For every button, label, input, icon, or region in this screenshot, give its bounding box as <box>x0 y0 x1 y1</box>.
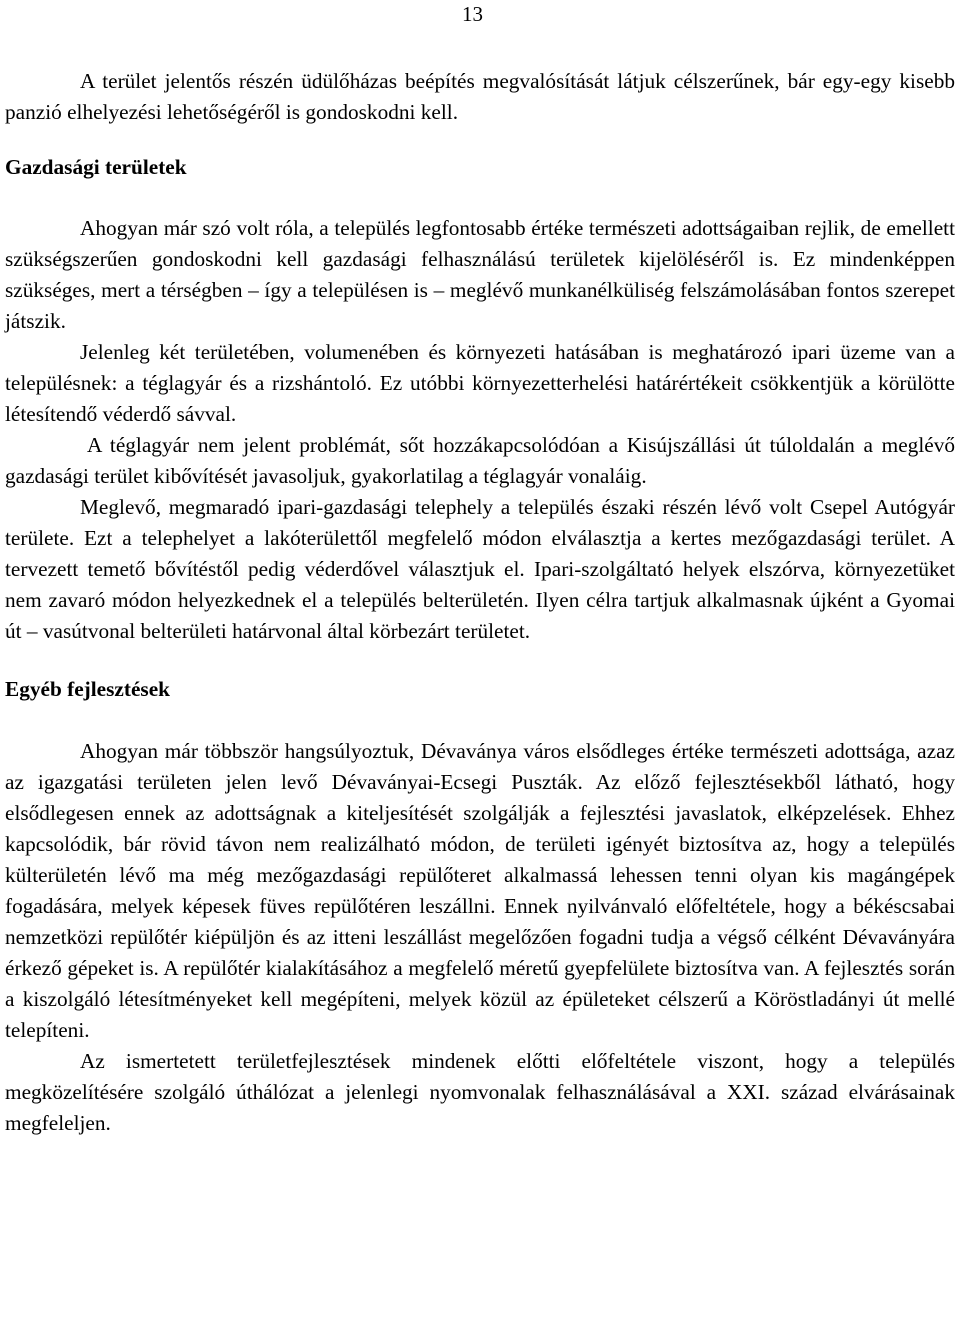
paragraph: Ahogyan már többször hangsúlyoztuk, Dévaványa város elsődleges értéke természeti adottsága, azaz az igazgatási területen jelen levő Dévaványai-Ecsegi Puszták. Az előző fejlesztésekből látható, hogy elsődlegesen ennek az adottságnak a kiteljesítését szolgálják a fejlesztési javaslatok, elképzelések. Ehhez kapcsolódik, bár rövid távon nem realizálható módon, de területi igényét biztosítva az, hogy a település külterületén lévő ma még mezőgazdasági repülőteret alkalmassá lehessen tenni olyan kis magángépek fogadására, melyek képesek füves repülőtéren leszállni. Ennek nyilvánvaló előfeltétele, hogy a békéscsabai nemzetközi repülőtér kiépüljön és az itteni leszállást megelőzően fogadni tudja a végső célként Dévaványára érkező gépeket is. A repülőtér kialakításához a megfelelő méretű gyepfelülete biztosítva van. A fejlesztés során a kiszolgáló létesítményeket kell megépíteni, melyek közül az épületeket célszerű a Köröstladányi út mellé telepíteni. <box>5 739 955 1042</box>
document-page <box>5 0 955 1327</box>
paragraph: Meglevő, megmaradó ipari-gazdasági telephely a település északi részén lévő volt Csepel Autógyár területe. Ezt a telephelyet a lakóterülettől megfelelő módon elválasztja a kertes mezőgazdasági terület. A tervezett temető bővítéstől pedig véderdővel választjuk el. Ipari-szolgáltató helyek elszórva, környezetüket nem zavaró módon helyezkednek el a település belterületén. Ilyen célra tartjuk alkalmasnak újként a Gyomai út – vasútvonal belterületi határvonal által körbezárt területet. <box>5 495 955 643</box>
page-content <box>5 66 955 1139</box>
intro-paragraph: A terület jelentős részén üdülőházas beépítés megvalósítását látjuk célszerűnek, bár egy-egy kisebb panzió elhelyezési lehetőségéről is gondoskodni kell. <box>5 69 955 124</box>
paragraph: Az ismertetett területfejlesztések mindenek előtti előfeltétele viszont, hogy a település megközelítésére szolgáló úthálózat a jelenlegi nyomvonalak felhasználásával a XXI. század elvárásainak megfeleljen. <box>5 1049 955 1135</box>
section-heading-egyeb: Egyéb fejlesztések <box>5 677 170 701</box>
paragraph: Jelenleg két területében, volumenében és környezeti hatásában is meghatározó ipari üzeme van a településnek: a téglagyár és a rizshántoló. Ez utóbbi környezetterhelési határértékeit csökkentjük a körülötte létesítendő véderdő sávval. <box>5 340 955 426</box>
paragraph: Ahogyan már szó volt róla, a település legfontosabb értéke természeti adottságaiban rejlik, de emellett szükségszerűen gondoskodni kell gazdasági felhasználású területek kijelöléséről is. Ez mindenképpen szükséges, mert a térségben – így a településen is – meglévő munkanélküliség felszámolásában fontos szerepet játszik. <box>5 216 955 333</box>
paragraph: A téglagyár nem jelent problémát, sőt hozzákapcsolódóan a Kisújszállási út túloldalán a meglévő gazdasági terület kibővítését javasoljuk, gyakorlatilag a téglagyár vonaláig. <box>5 433 955 488</box>
section-heading-gazdasagi: Gazdasági területek <box>5 155 187 179</box>
page-number: 13 <box>462 2 483 26</box>
